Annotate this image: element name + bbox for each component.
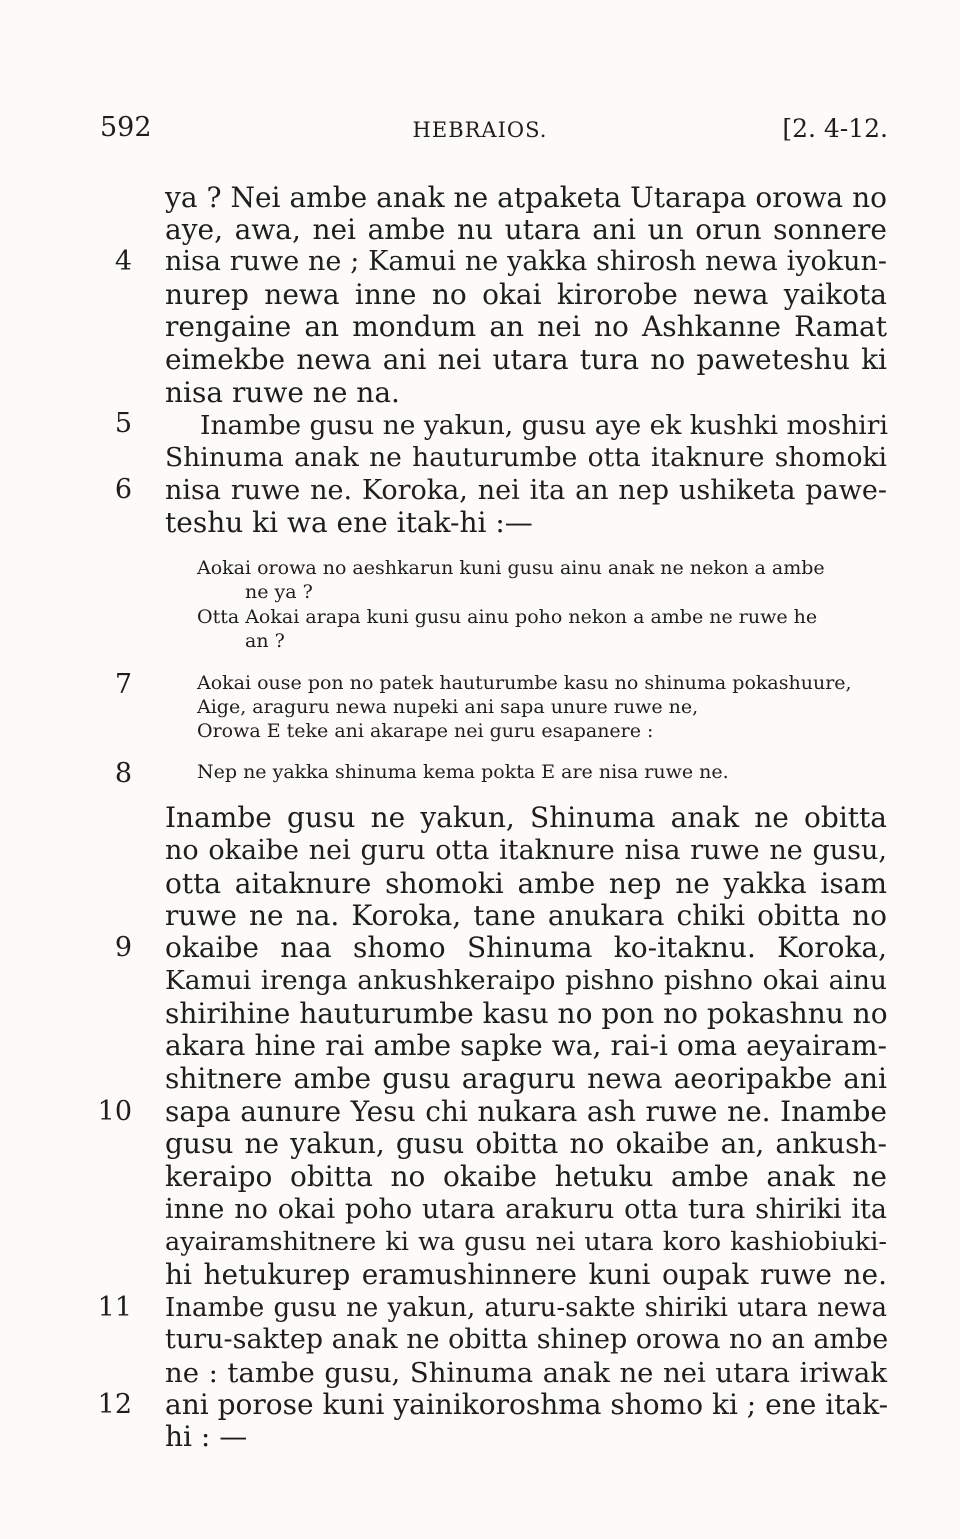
text-line: Inambe gusu ne yakun, aturu-sakte shiriki utara newa <box>165 1293 887 1323</box>
quote-line: an ? <box>245 630 285 652</box>
text-line: Shinuma anak ne hauturumbe otta itaknure shomoki <box>165 442 887 473</box>
quote-line: Nep ne yakka shinuma kema pokta E are nisa ruwe ne. <box>197 761 729 783</box>
verse-number: 8 <box>114 758 132 789</box>
text-line: teshu ki wa ene itak-hi :— <box>165 506 533 539</box>
text-line: Kamui irenga ankushkeraipo pishno pishno okai ainu <box>165 965 887 996</box>
text-line: ruwe ne na. Koroka, tane anukara chiki obitta no <box>165 899 887 932</box>
text-line: ani porose kuni yainikoroshma shomo ki ; ene itak- <box>165 1388 889 1421</box>
text-line: nisa ruwe ne ; Kamui ne yakka shirosh newa iyokun- <box>165 246 887 277</box>
text-line: hi hetukurep eramushinnere kuni oupak ruwe ne. <box>165 1258 887 1291</box>
quote-line: Aokai ouse pon no patek hauturumbe kasu no shinuma pokashuure, <box>197 672 852 694</box>
quote-line: Orowa E teke ani akarape nei guru esapanere : <box>197 720 654 742</box>
verse-number: 7 <box>114 669 132 700</box>
verse-number: 9 <box>114 932 132 963</box>
text-line: eimekbe newa ani nei utara tura no paweteshu ki <box>165 343 887 376</box>
verse-number: 10 <box>97 1096 132 1127</box>
text-line: nisa ruwe ne. Koroka, nei ita an nep ushiketa pawe- <box>165 475 887 506</box>
text-line: ne : tambe gusu, Shinuma anak ne nei utara iriwak <box>165 1357 887 1389</box>
verse-number: 4 <box>114 246 132 277</box>
text-line: turu-saktep anak ne obitta shinep orowa no an ambe <box>165 1324 889 1355</box>
page-number: 592 <box>100 112 152 143</box>
text-line: nurep newa inne no okai kirorobe newa yaikota <box>165 278 887 311</box>
quote-line: ne ya ? <box>245 581 313 603</box>
quote-line: Aige, araguru newa nupeki ani sapa unure ruwe ne, <box>197 696 699 718</box>
verse-number: 12 <box>97 1389 132 1420</box>
verse-number: 6 <box>114 474 132 505</box>
page-header <box>0 112 960 152</box>
text-line: sapa aunure Yesu chi nukara ash ruwe ne. Inambe <box>165 1095 887 1128</box>
text-line: akara hine rai ambe sapke wa, rai-i oma aeyairam- <box>165 1029 887 1062</box>
text-line: otta aitaknure shomoki ambe nep ne yakka isam <box>165 867 887 900</box>
text-line: shirihine hauturumbe kasu no pon no pokashnu no <box>165 997 888 1030</box>
text-line: Inambe gusu ne yakun, gusu aye ek kushki moshiri <box>200 410 888 441</box>
text-line: inne no okai poho utara arakuru otta tura shiriki ita <box>165 1194 887 1225</box>
text-line: okaibe naa shomo Shinuma ko-itaknu. Koroka, <box>165 931 887 964</box>
chapter-verse-reference: [2. 4-12. <box>782 114 888 143</box>
text-line: Inambe gusu ne yakun, Shinuma anak ne obitta <box>165 801 887 834</box>
text-line: aye, awa, nei ambe nu utara ani un orun sonnere <box>165 213 887 246</box>
text-line: rengaine an mondum an nei no Ashkanne Ramat <box>165 310 887 343</box>
text-line: hi : — <box>165 1420 248 1453</box>
text-line: keraipo obitta no okaibe hetuku ambe anak ne <box>165 1160 887 1193</box>
quote-line: Aokai orowa no aeshkarun kuni gusu ainu anak ne nekon a ambe <box>197 557 825 579</box>
text-line: ya ? Nei ambe anak ne atpaketa Utarapa orowa no <box>165 181 887 214</box>
quote-line: Otta Aokai arapa kuni gusu ainu poho nekon a ambe ne ruwe he <box>197 606 818 628</box>
text-line: gusu ne yakun, gusu obitta no okaibe an, ankush- <box>165 1127 887 1160</box>
verse-number: 11 <box>97 1292 132 1323</box>
text-line: ayairamshitnere ki wa gusu nei utara koro kashiobiuki- <box>165 1227 887 1257</box>
running-title: HEBRAIOS. <box>412 118 548 142</box>
verse-number: 5 <box>114 408 132 439</box>
text-line: shitnere ambe gusu araguru newa aeoripakbe ani <box>165 1062 887 1095</box>
text-line: nisa ruwe ne na. <box>165 376 400 409</box>
text-line: no okaibe nei guru otta itaknure nisa ruwe ne gusu, <box>165 835 887 866</box>
